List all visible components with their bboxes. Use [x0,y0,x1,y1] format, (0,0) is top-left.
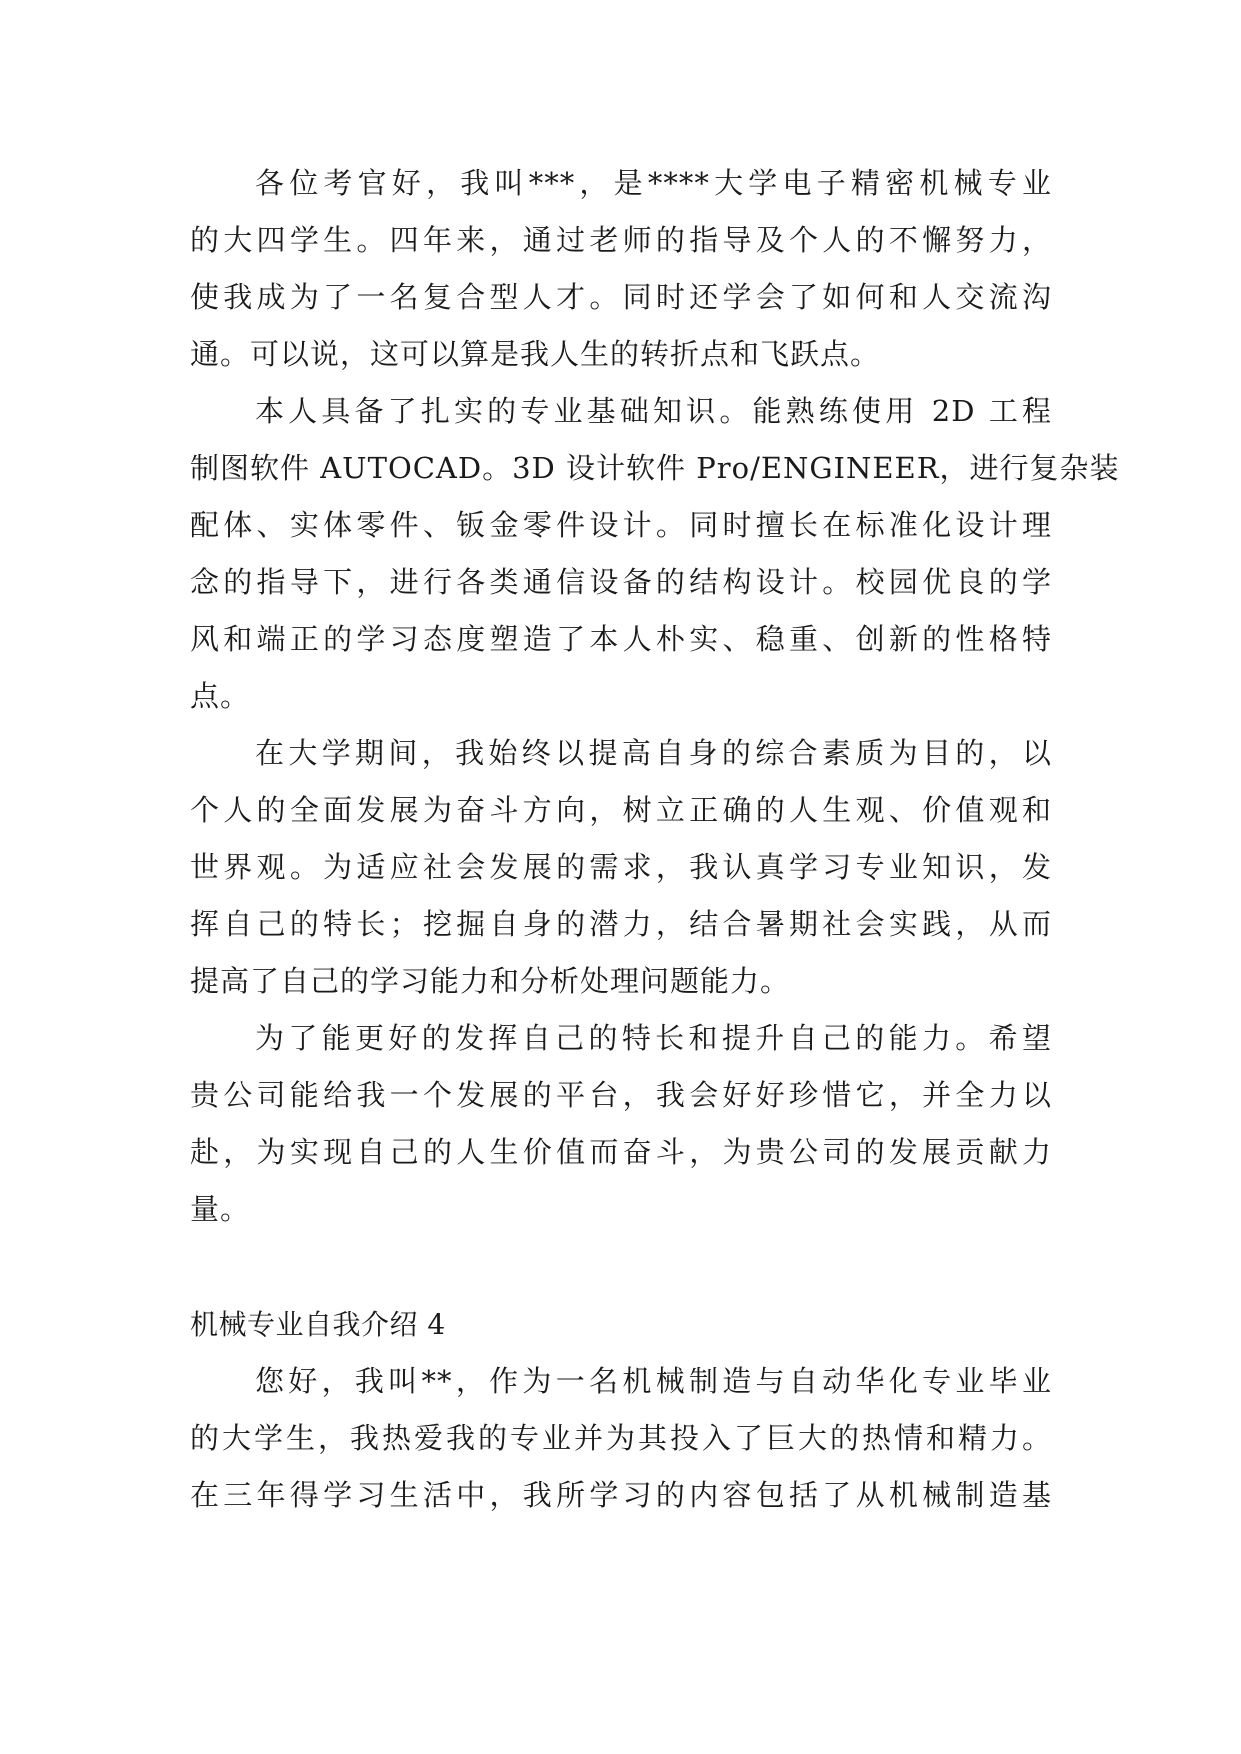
paragraph-line: 挥自己的特长；挖掘自身的潜力，结合暑期社会实践，从而 [190,907,1052,941]
paragraph-line: 贵公司能给我一个发展的平台，我会好好珍惜它，并全力以 [190,1078,1052,1112]
paragraph-line: 本人具备了扎实的专业基础知识。能熟练使用 2D 工程 [255,394,1052,428]
paragraph-line: 通。可以说，这可以算是我人生的转折点和飞跃点。 [190,337,881,371]
paragraph-line: 制图软件 AUTOCAD。3D 设计软件 Pro/ENGINEER，进行复杂装 [190,451,1120,485]
paragraph-line: 在大学期间，我始终以提高自身的综合素质为目的，以 [255,736,1052,770]
section-heading: 机械专业自我介绍 4 [190,1308,446,1341]
paragraph-line: 的大四学生。四年来，通过老师的指导及个人的不懈努力， [190,223,1052,257]
paragraph-line: 量。 [190,1192,251,1226]
paragraph-line: 风和端正的学习态度塑造了本人朴实、稳重、创新的性格特 [190,622,1052,656]
paragraph-line: 赴，为实现自己的人生价值而奋斗，为贵公司的发展贡献力 [190,1135,1052,1169]
paragraph-line: 提高了自己的学习能力和分析处理问题能力。 [190,964,791,998]
paragraph-line: 个人的全面发展为奋斗方向，树立正确的人生观、价值观和 [190,793,1052,827]
paragraph-line: 为了能更好的发挥自己的特长和提升自己的能力。希望 [255,1021,1052,1055]
paragraph-line: 在三年得学习生活中，我所学习的内容包括了从机械制造基 [190,1478,1052,1512]
paragraph-line: 使我成为了一名复合型人才。同时还学会了如何和人交流沟 [190,280,1052,314]
paragraph-line: 的大学生，我热爱我的专业并为其投入了巨大的热情和精力。 [190,1421,1052,1455]
paragraph-line: 世界观。为适应社会发展的需求，我认真学习专业知识，发 [190,850,1052,884]
paragraph-line: 各位考官好，我叫***，是****大学电子精密机械专业 [255,166,1052,200]
paragraph-line: 配体、实体零件、钣金零件设计。同时擅长在标准化设计理 [190,508,1052,542]
paragraph-line: 您好，我叫**，作为一名机械制造与自动华化专业毕业 [255,1364,1052,1398]
paragraph-line: 念的指导下，进行各类通信设备的结构设计。校园优良的学 [190,565,1052,599]
paragraph-line: 点。 [190,679,251,713]
